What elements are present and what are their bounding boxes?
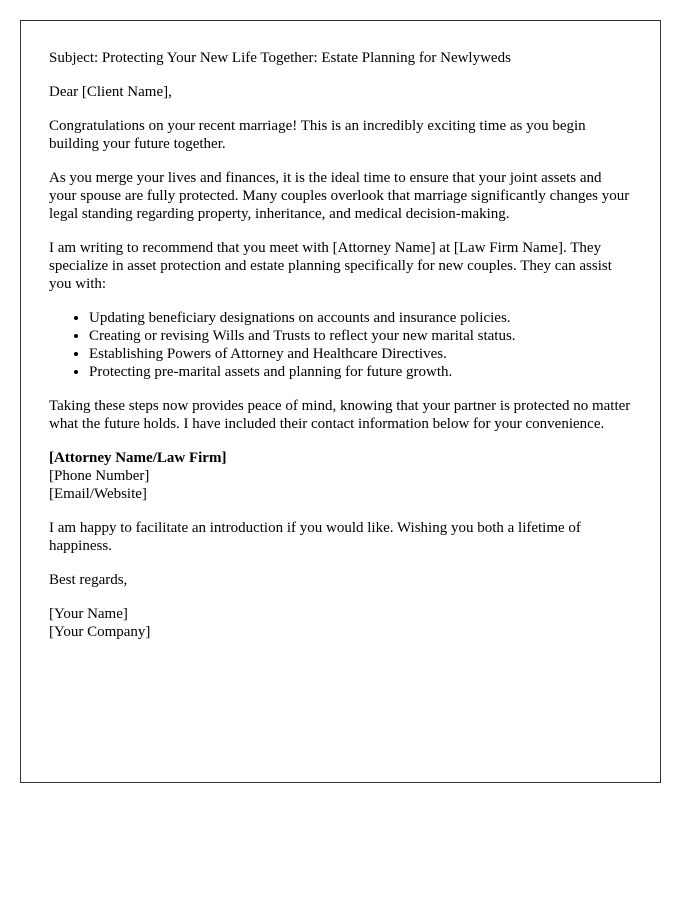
contact-block xyxy=(49,449,632,503)
paragraph-peace-of-mind: Taking these steps now provides peace of mind, knowing that your partner is protected no matter what the future holds. I have included their contact information below for your convenience. xyxy=(49,398,631,432)
contact-email: [Email/Website] xyxy=(49,486,147,502)
subject-line: Subject: Protecting Your New Life Together: Estate Planning for Newlyweds xyxy=(49,50,511,66)
paragraph-merge: As you merge your lives and finances, it is the ideal time to ensure that your joint assets and your spouse are fully protected. Many couples overlook that marriage significantly changes your legal standing regarding property, inheritance, and medical decision-making. xyxy=(49,170,630,222)
closing-paragraph: I am happy to facilitate an introduction if you would like. Wishing you both a lifetime of happiness. xyxy=(49,520,581,554)
signoff: Best regards, xyxy=(49,572,128,588)
greeting: Dear [Client Name], xyxy=(49,84,172,100)
letter xyxy=(20,20,661,783)
services-list xyxy=(49,309,632,381)
paragraph-congratulations: Congratulations on your recent marriage! This is an incredibly exciting time as you begin building your future together. xyxy=(49,118,586,152)
paragraph-recommendation: I am writing to recommend that you meet with [Attorney Name] at [Law Firm Name]. They specialize in asset protection and estate planning specifically for new couples. They can assist you with: xyxy=(49,240,612,292)
signature-name: [Your Name] xyxy=(49,606,128,622)
list-item: • Protecting pre-marital assets and planning for future growth. xyxy=(89,363,632,381)
contact-name: [Attorney Name/Law Firm] xyxy=(49,450,227,466)
contact-phone: [Phone Number] xyxy=(49,468,150,484)
list-item: • Updating beneficiary designations on accounts and insurance policies. xyxy=(89,309,632,327)
signature-block xyxy=(49,605,632,641)
list-item: • Creating or revising Wills and Trusts to reflect your new marital status. xyxy=(89,327,632,345)
list-item: • Establishing Powers of Attorney and Healthcare Directives. xyxy=(89,345,632,363)
signature-company: [Your Company] xyxy=(49,624,151,640)
